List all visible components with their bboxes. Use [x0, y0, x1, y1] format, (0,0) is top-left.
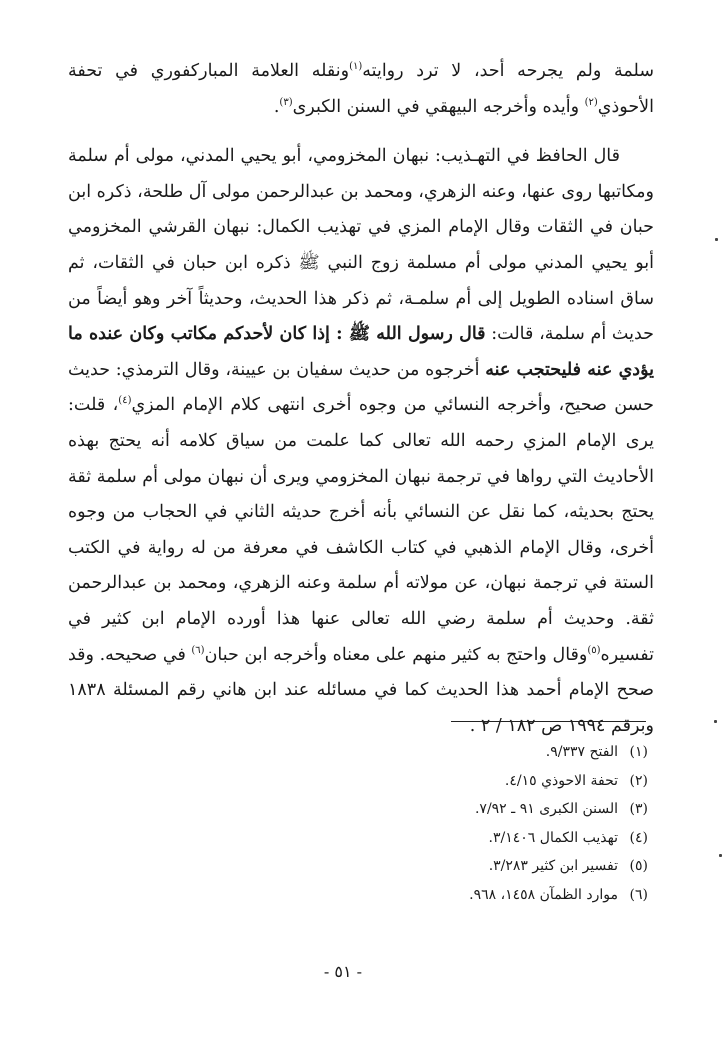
footnote-reference: (٥) [587, 644, 601, 656]
footnote-number: (٥) [629, 858, 648, 874]
footnote-separator [451, 721, 646, 722]
text-segment: أخرجوه من حديث سفيان بن عيينة، وقال الترمذي: حديث حسن صحيح، وأخرجه النسائي من وجوه أخرى انتهى كلام الإمام المزي [68, 359, 655, 416]
footnote-text: تفسير ابن كثير ٣/٢٨٣. [488, 858, 618, 874]
scan-mark [719, 854, 722, 857]
text-segment: ونقله العلامة المباركفوري في تحفة الأحوذي [68, 61, 654, 117]
footnote-item [88, 881, 648, 910]
paragraph [68, 54, 654, 125]
page-number: - ٥١ - [323, 962, 363, 981]
footnote-item [88, 824, 648, 853]
text-segment: وأيده وأخرجه البيهقي في السنن الكبرى [292, 96, 585, 117]
main-text [68, 54, 654, 744]
footnote-reference: (٤) [118, 395, 132, 407]
text-segment: وقال واحتج به كثير منهم على معناه وأخرجه ابن حبان [204, 644, 588, 665]
footnote-item [88, 795, 648, 824]
footnote-text: تحفة الاحوذي ٤/١٥. [504, 772, 618, 789]
footnote-item [88, 852, 648, 881]
footnote-number: (٦) [629, 886, 648, 903]
footnote-number: (٣) [629, 801, 648, 817]
footnote-text: موارد الظمآن ١٤٥٨، ٩٦٨. [469, 886, 618, 903]
footnote-number: (٤) [629, 829, 648, 846]
footnote-reference: (١) [349, 61, 363, 73]
footnote-number: (١) [629, 744, 648, 760]
text-segment: ، قلت: يرى الإمام المزي رحمه الله تعالى كما علمت من سياق كلامه أنه يحتج بهذه الأحاديث التي رواها في ترجمة نبهان المخزومي ويرى أن نبهان مولى أم سلمة ثقة يحتج بحديثه، كما نقل عن النسائي بأنه أخرج حديثه الثاني في الحجاب من وجوه أخرى، وقال الإمام الذهبي في كتاب الكاشف في معرفة من له رواية في الكتب الستة في ترجمة نبهان، عن مولاته أم سلمة وعنه الزهري، ومحمد بن عبدالرحمن ثقة. وحديث أم سلمة رضي الله تعالى عنها هذا أورده الإمام ابن كثير في تفسيره [68, 395, 654, 665]
footnote-text: تهذيب الكمال ٣/١٤٠٦. [488, 829, 618, 846]
footnote-text: الفتح ٩/٣٣٧. [545, 744, 618, 760]
scan-mark [715, 238, 718, 241]
footnote-reference: (٦) [191, 644, 205, 656]
text-segment: سلمة ولم يجرحه أحد، لا ترد روايته [362, 61, 654, 81]
footnote-item [88, 738, 648, 767]
footnote-number: (٢) [629, 772, 648, 789]
footnote-reference: (٣) [279, 96, 293, 108]
paragraph [68, 139, 654, 744]
text-segment: في صحيحه. وقد صحح الإمام أحمد هذا الحديث كما في مسائله عند ابن هاني رقم المسئلة ١٨٣٨ وبرقم ١٩٩٤ ص ١٨٢ / ٢ . [68, 644, 654, 736]
scan-mark [714, 720, 717, 723]
hadith-quote: قال رسول الله ﷺ : إذا كان لأحدكم مكاتب وكان عنده ما يؤدي عنه فليحتجب عنه [68, 324, 655, 380]
text-segment: . [273, 96, 280, 117]
footnote-reference: (٢) [584, 96, 598, 108]
footnote-text: السنن الكبرى ٩١ ـ ٧/٩٢. [474, 801, 618, 817]
footnote-item [88, 767, 648, 796]
text-segment: قال الحافظ في التهـذيب: نبهان المخزومي، أبو يحيي المدني، مولى أم سلمة ومكاتبها روى عنها، وعنه الزهري، ومحمد بن عبدالرحمن مولى آل طلحة، ذكره ابن حبان في الثقات وقال الإمام المزي في تهذيب الكمال: نبهان القرشي المخزومي أبو يحيي المدني مولى أم مسلمة زوج النبي ﷺ ذكره ابن حبان في الثقات، ثم ساق اسناده الطويل إلى أم سلمـة، ثم ذكر هذا الحديث، وحديثاً آخر وهو أيضاً من حديث أم سلمة، قالت: [68, 146, 654, 345]
footnotes-list [88, 738, 648, 909]
